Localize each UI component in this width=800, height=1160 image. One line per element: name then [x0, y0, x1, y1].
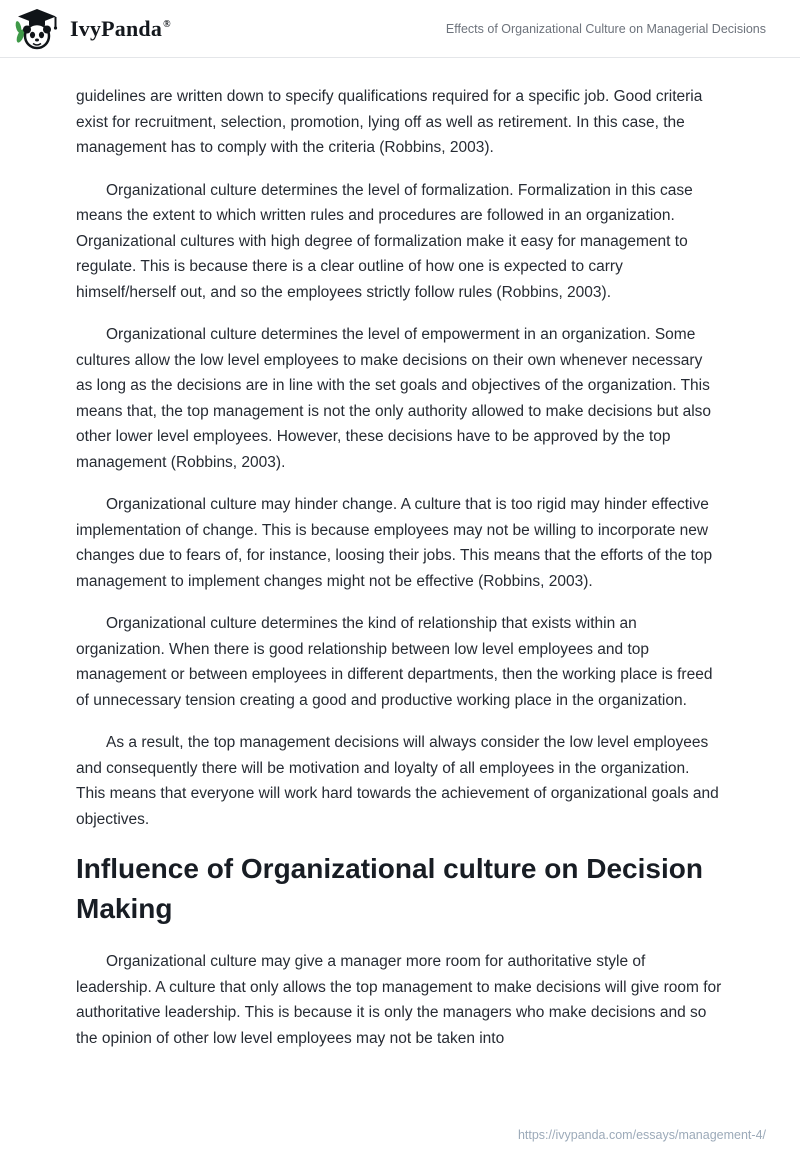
panda-graduation-icon [14, 8, 60, 50]
source-url-link[interactable]: https://ivypanda.com/essays/management-4/ [517, 1128, 766, 1142]
registered-mark: ® [163, 19, 171, 31]
paragraph: Organizational culture determines the level of empowerment in an organization. Some cultures allow the low level employees to make decisions on their own whenever necessary as long as the decisions are in line with the set goals and objectives of the organization. This means that, the top management is not the only authority allowed to make decisions but also other lower level employees. However, these decisions have to be approved by the top management (Robbins, 2003). [76, 326, 712, 471]
paragraph: Organizational culture may give a manager more room for authoritative style of leadership. A culture that only allows the top management to make decisions will give room for authoritative leadership. This is because it is only the managers who make decisions and so the opinion of other low level employees may not be taken into [76, 953, 722, 1047]
ivypanda-logo[interactable] [14, 8, 171, 50]
page-header [0, 0, 800, 58]
paragraph: Organizational culture determines the kind of relationship that exists within an organization. When there is good relationship between low level employees and top management or between employees in different departments, then the working place is freed of unnecessary tension creating a good and productive working place in the organization. [76, 615, 713, 709]
paragraph: As a result, the top management decisions will always consider the low level employees and consequently there will be motivation and loyalty of all employees in the organization. This means that everyone will work hard towards the achievement of organizational goals and objectives. [76, 734, 719, 828]
article-body [0, 58, 800, 1068]
page-footer [0, 1126, 800, 1160]
brand-name: IvyPanda® [70, 15, 171, 41]
paragraph: guidelines are written down to specify qualifications required for a specific job. Good criteria exist for recruitment, selection, promotion, lying off as well as retirement. In this case, the management has to comply with the criteria (Robbins, 2003). [76, 88, 703, 156]
document-title: Effects of Organizational Culture on Managerial Decisions [445, 21, 766, 36]
section-heading: Influence of Organizational culture on Decision Making [76, 853, 703, 924]
paragraph: Organizational culture determines the level of formalization. Formalization in this case means the extent to which written rules and procedures are followed in an organization. Organizational cultures with high degree of formalization make it easy for management to regulate. This is because there is a clear outline of how one is expected to carry himself/herself out, and so the employees strictly follow rules (Robbins, 2003). [76, 181, 693, 301]
paragraph: Organizational culture may hinder change. A culture that is too rigid may hinder effective implementation of change. This is because employees may not be willing to incorporate new changes due to fears of, for instance, loosing their jobs. This means that the efforts of the top management to implement changes might not be effective (Robbins, 2003). [76, 496, 713, 590]
